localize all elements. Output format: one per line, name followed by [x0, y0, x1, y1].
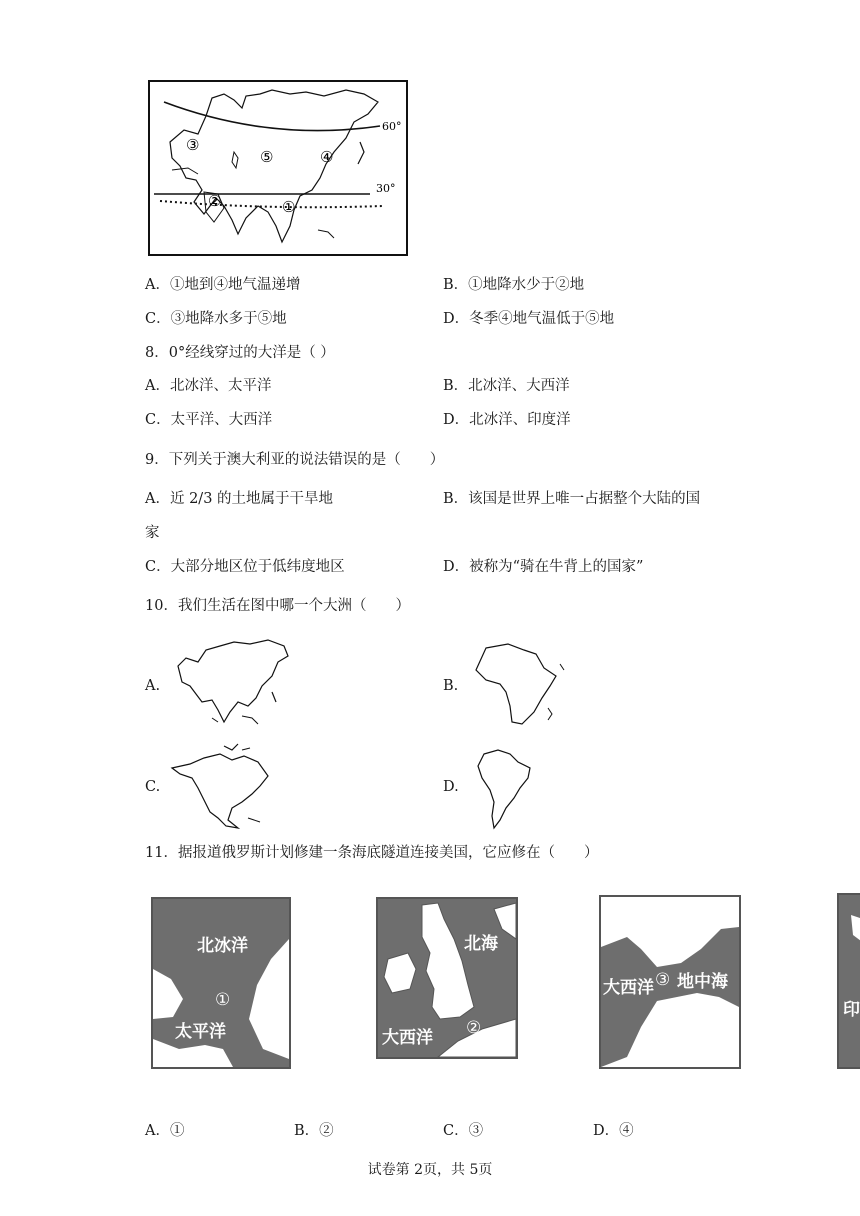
latitude-60-label: 60° [382, 120, 402, 133]
strait-map-4[interactable] [837, 893, 860, 1069]
q11-option-d[interactable]: D．④ [593, 1123, 634, 1139]
africa-continent-outline[interactable] [472, 640, 572, 728]
q7-option-c[interactable]: C．③地降水多于⑤地 [145, 311, 287, 327]
asia-climate-map [148, 80, 408, 256]
q7-option-a[interactable]: A．①地到④地气温递增 [145, 277, 301, 293]
q9-stem: 9．下列关于澳大利亚的说法错误的是（ ） [145, 452, 445, 468]
map-point-4: ④ [320, 148, 334, 166]
atlantic-ocean-label-3: 大西洋 [603, 978, 654, 998]
map-point-1: ① [282, 198, 296, 216]
q9-option-c[interactable]: C．大部分地区位于低纬度地区 [145, 559, 345, 575]
strait-map-3[interactable] [599, 895, 741, 1069]
strait-number-3: ③ [655, 970, 671, 990]
latitude-30-label: 30° [376, 182, 396, 195]
asia-map-drawing [150, 82, 406, 254]
q9-option-d[interactable]: D．被称为“骑在牛背上的国家” [443, 559, 644, 575]
q8-stem: 8．0°经线穿过的大洋是（ ） [145, 345, 335, 361]
q8-option-a[interactable]: A．北冰洋、太平洋 [145, 378, 272, 394]
q11-option-c[interactable]: C．③ [443, 1123, 484, 1139]
q8-option-b[interactable]: B．北冰洋、大西洋 [443, 378, 570, 394]
q9-option-b[interactable]: B．该国是世界上唯一占据整个大陆的国 [443, 491, 701, 507]
q8-option-d[interactable]: D．北冰洋、印度洋 [443, 412, 571, 428]
strait-map-2[interactable] [376, 897, 518, 1059]
q11-stem: 11．据报道俄罗斯计划修建一条海底隧道连接美国，它应修在（ ） [145, 845, 599, 861]
q10-option-b[interactable]: B. [443, 678, 459, 694]
q7-option-b[interactable]: B．①地降水少于②地 [443, 277, 585, 293]
arctic-ocean-label: 北冰洋 [197, 936, 248, 956]
q8-option-c[interactable]: C．太平洋、大西洋 [145, 412, 273, 428]
q10-option-d[interactable]: D. [443, 779, 459, 795]
north-america-continent-outline[interactable] [168, 742, 284, 830]
page-footer: 试卷第 2页，共 5页 [367, 1162, 493, 1178]
mediterranean-label: 地中海 [677, 972, 728, 992]
q10-option-a[interactable]: A. [145, 678, 161, 694]
indian-ocean-partial-label: 印 [843, 1000, 860, 1020]
asia-continent-outline[interactable] [172, 636, 292, 728]
q9-option-a[interactable]: A．近 2/3 的土地属于干旱地 [145, 491, 334, 507]
north-sea-label: 北海 [464, 934, 498, 954]
strait-number-2: ② [466, 1018, 482, 1038]
map-point-2: ② [208, 192, 222, 210]
atlantic-ocean-label-2: 大西洋 [382, 1028, 433, 1048]
q11-option-b[interactable]: B．② [294, 1123, 334, 1139]
q10-stem: 10．我们生活在图中哪一个大洲（ ） [145, 598, 410, 614]
strait-map-1[interactable] [151, 897, 291, 1069]
south-america-continent-outline[interactable] [474, 746, 536, 830]
q7-option-d[interactable]: D．冬季④地气温低于⑤地 [443, 311, 615, 327]
q11-option-a[interactable]: A．① [145, 1123, 185, 1139]
map-point-5: ⑤ [260, 148, 274, 166]
pacific-ocean-label: 太平洋 [175, 1022, 226, 1042]
map-point-3: ③ [186, 136, 200, 154]
q9-option-b-continued: 家 [145, 525, 160, 541]
q10-option-c[interactable]: C. [145, 779, 161, 795]
strait-number-1: ① [215, 990, 231, 1010]
